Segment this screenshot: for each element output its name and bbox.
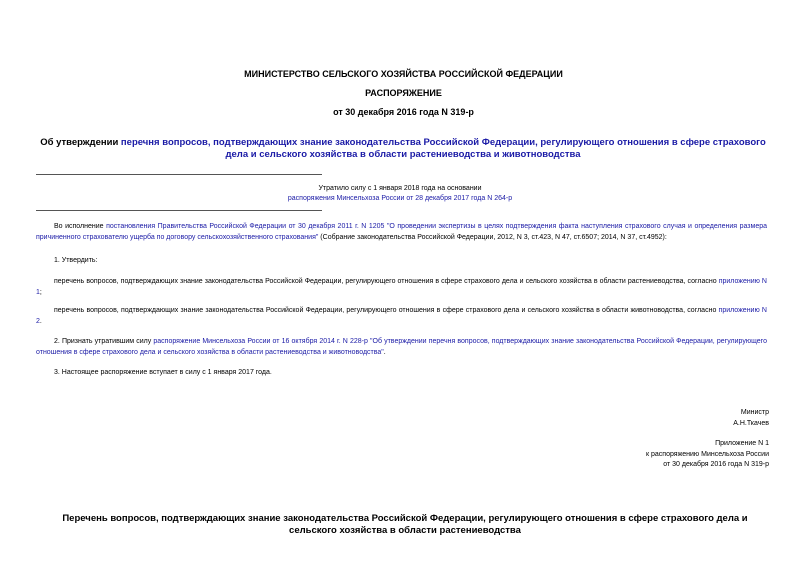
signature-name: А.Н.Ткачев bbox=[733, 419, 769, 427]
item-3: 3. Настоящее распоряжение вступает в силу с 1 января 2017 года. bbox=[54, 369, 272, 376]
preamble-prefix: Во исполнение bbox=[54, 223, 107, 230]
appendix-label: Приложение N 1 bbox=[715, 440, 769, 447]
list-item-b bbox=[36, 306, 767, 327]
item-2-end: . bbox=[383, 348, 386, 356]
signature-block bbox=[733, 408, 769, 429]
list-a-link[interactable]: приложению N 1 bbox=[36, 278, 767, 296]
appendix-title: Перечень вопросов, подтверждающих знание законодательства Российской Федерации, регулирующего отношения в сфере страхового дела и сельского хозяйства в области растениеводства bbox=[62, 513, 748, 536]
signature-position: Министр bbox=[740, 409, 769, 416]
list-a-text: перечень вопросов, подтверждающих знание законодательства Российской Федерации, регулирующего отношения в сфере страхового дела и сельского хозяйства в области растениеводства, согласно bbox=[54, 278, 719, 285]
item-2-link[interactable]: распоряжение Минсельхоза России от 16 октября 2014 г. N 228-р "Об утверждении перечня вопросов, подтверждающих знание законодательства Российской Федерации, регулирующего отношения в сфере страхового дела и сельского хозяйства в области растениеводства и животноводства" bbox=[36, 338, 767, 356]
preamble-paragraph bbox=[36, 222, 767, 243]
item-2 bbox=[36, 337, 767, 358]
appendix-block bbox=[646, 439, 769, 471]
divider-top bbox=[36, 174, 322, 175]
date-number-heading: от 30 декабря 2016 года N 319-р bbox=[333, 107, 474, 117]
list-b-end: . bbox=[39, 317, 42, 325]
preamble-link[interactable]: постановления Правительства Российской Федерации от 30 декабря 2011 г. N 1205 "О проведении экспертизы в целях подтверждения факта наступления страхового случая и определения размера причиненного страхователю ущерба по договору сельскохозяйственного страхования" bbox=[36, 223, 768, 241]
item-2-prefix: 2. Признать утратившим силу bbox=[54, 338, 154, 345]
list-item-a bbox=[36, 277, 767, 298]
item-1: 1. Утвердить: bbox=[54, 257, 98, 264]
divider-bottom bbox=[36, 210, 322, 211]
title-prefix: Об утверждении bbox=[40, 137, 121, 148]
appendix-to: к распоряжению Минсельхоза России bbox=[646, 450, 769, 458]
preamble-suffix: (Собрание законодательства Российской Федерации, 2012, N 3, ст.423, N 47, ст.6507; 2014, N 37, ст.4952): bbox=[318, 233, 667, 241]
lost-force-link[interactable]: распоряжения Минсельхоза России от 28 декабря 2017 года N 264-р bbox=[287, 195, 513, 202]
list-a-end: ; bbox=[39, 288, 42, 296]
doc-type-heading: РАСПОРЯЖЕНИЕ bbox=[365, 88, 442, 98]
document-title bbox=[36, 137, 770, 161]
lost-force-line1: Утратило силу с 1 января 2018 года на основании bbox=[318, 185, 482, 192]
list-b-link[interactable]: приложению N 2 bbox=[36, 307, 767, 325]
lost-force-note bbox=[200, 184, 600, 204]
appendix-date: от 30 декабря 2016 года N 319-р bbox=[663, 461, 769, 468]
ministry-heading: МИНИСТЕРСТВО СЕЛЬСКОГО ХОЗЯЙСТВА РОССИЙСКОЙ ФЕДЕРАЦИИ bbox=[244, 69, 563, 79]
title-link[interactable]: перечня вопросов, подтверждающих знание законодательства Российской Федерации, регулирующего отношения в сфере страхового дела и сельского хозяйства в области растениеводства и животноводства bbox=[120, 137, 766, 160]
list-b-text: перечень вопросов, подтверждающих знание законодательства Российской Федерации, регулирующего отношения в сфере страхового дела и сельского хозяйства в области животноводства, согласно bbox=[54, 307, 719, 314]
